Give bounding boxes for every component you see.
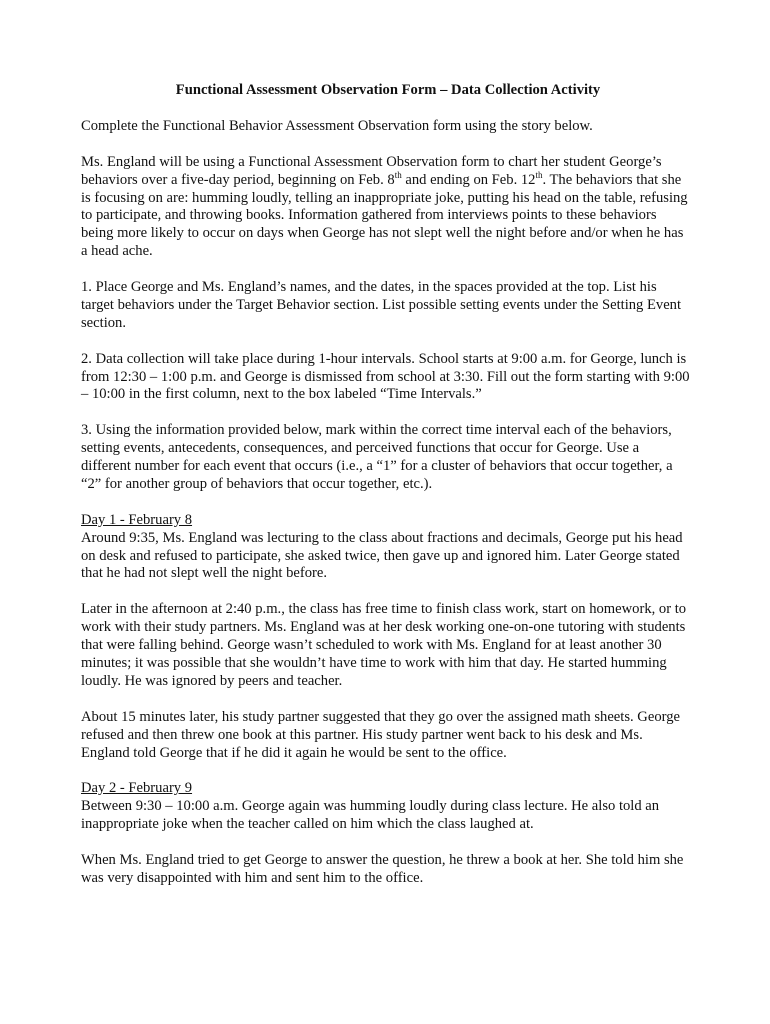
instruction-2: 2. Data collection will take place during 1-hour intervals. School starts at 9:00 a.m. for George, lunch is from 12:30 – 1:00 p.m. and George is dismissed from school at 3:30. Fill out the form starting with 9:00 – 10:00 in the first column, next to the box labeled “Time Intervals.” (81, 350, 690, 403)
day2-paragraph-1: Between 9:30 – 10:00 a.m. George again was humming loudly during class lecture. He also told an inappropriate joke when the teacher called on him which the class laughed at. (81, 798, 660, 833)
document-page (81, 82, 691, 906)
intro-paragraph: Complete the Functional Behavior Assessment Observation form using the story below. (81, 117, 593, 134)
scenario-text-part1: Ms. England will be using a Functional Assessment Observation form to chart her student George’s behaviors over a five-day period, beginning on Feb. 8 (81, 153, 662, 188)
scenario-text-part2: and ending on Feb. 12 (401, 171, 536, 188)
day1-section (81, 512, 691, 584)
day1-paragraph-2: Later in the afternoon at 2:40 p.m., the class has free time to finish class work, start on homework, or to work with their study partners. Ms. England was at her desk working one-on-one tutoring with students that were falling behind. George wasn’t scheduled to work with Ms. England for at least another 30 minutes; it was possible that she wouldn’t have time to work with him that day. He started humming loudly. He was ignored by peers and teacher. (81, 601, 687, 689)
day2-heading: Day 2 - February 9 (81, 780, 193, 797)
scenario-text-part3: . The behaviors that she is focusing on are: humming loudly, telling an inappropriate joke, putting his head on the table, refusing to participate, and throwing books. Information gathered from interviews points to these behaviors being more likely to occur on days when George has not slept well the night before and/or when he has a head ache. (81, 171, 688, 260)
superscript-th-2: th (535, 169, 543, 180)
superscript-th-1: th (394, 169, 402, 180)
day1-paragraph-3: About 15 minutes later, his study partner suggested that they go over the assigned math sheets. George refused and then threw one book at this partner. His study partner went back to his desk and Ms. England told George that if he did it again he would be sent to the office. (81, 708, 680, 761)
instruction-1: 1. Place George and Ms. England’s names, and the dates, in the spaces provided at the top. List his target behaviors under the Target Behavior section. List possible setting events under the Setting Event section. (81, 279, 682, 331)
document-title: Functional Assessment Observation Form – Data Collection Activity (175, 82, 601, 98)
scenario-paragraph (81, 154, 691, 261)
day2-paragraph-2: When Ms. England tried to get George to answer the question, he threw a book at her. She told him she was very disappointed with him and sent him to the office. (81, 851, 684, 886)
day1-paragraph-1: Around 9:35, Ms. England was lecturing to the class about fractions and decimals, George put his head on desk and refused to participate, she asked twice, then gave up and ignored him. Later George stated that he had not slept well the night before. (81, 529, 683, 582)
day1-heading: Day 1 - February 8 (81, 511, 193, 528)
day2-section (81, 780, 691, 834)
instruction-3: 3. Using the information provided below, mark within the correct time interval each of the behaviors, setting events, antecedents, consequences, and perceived functions that occur for George. Use a different number for each event that occurs (i.e., a “1” for a cluster of behaviors that occur together, a “2” for another group of behaviors that occur together, etc.). (81, 422, 673, 492)
